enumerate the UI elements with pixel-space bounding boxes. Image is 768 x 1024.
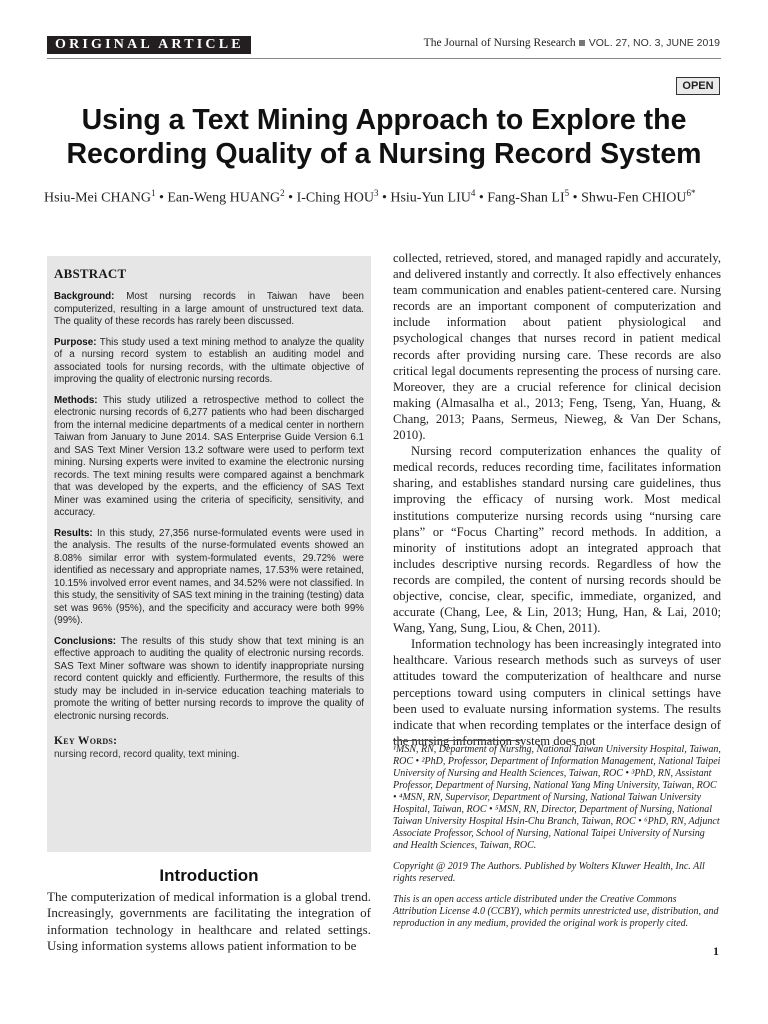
author-name: Shwu-Fen CHIOU [581,190,687,206]
body-paragraph: The computerization of medical information is a global trend. Increasingly, governments are facilitating the integration of information technology in healthcare and related settings. Using information systems allows patient information to be [47,889,371,953]
keywords-text: nursing record, record quality, text mining. [54,749,240,760]
section-label: Results: [54,527,93,539]
abstract-purpose [54,337,364,387]
abstract-heading: ABSTRACT [54,266,127,281]
copyright-note: Copyright @ 2019 The Authors. Published by Wolters Kluwer Health, Inc. All rights reserved. [393,861,705,884]
abstract-background [54,291,364,329]
body-paragraph: Nursing record computerization enhances the quality of medical records, reduces recording time, facilitates information sharing, and establishes standard nursing care guidelines, thus improving the efficacy of nursing work. Most medical institutions computerize nursing records using “nursing care plans” or “Focus Charting” record methods. In addition, a minority of institutions adopt an integrated approach that includes descriptive nursing records. Regardless of how the records are compiled, the content of nursing records should be objective, concise, clear, specific, immediate, organized, and accurate (Chang, Lee, & Lin, 2013; Hung, Han, & Lai, 2010; Wang, Yang, Sung, Liou, & Chen, 2011). [393,444,721,636]
section-text: The results of this study show that text mining is an effective approach to auditing the quality of electronic nursing records. SAS Text Miner software was shown to identify inappropriate nursing record content quickly and efficiently. Furthermore, the results of this study may be included in in-service education teaching materials to promote the writing of better nursing records to improve the quality of electronic nursing records. [54,635,365,722]
right-column-body [393,250,721,749]
article-title: Using a Text Mining Approach to Explore the Recording Quality of a Nursing Record System [66,104,702,170]
section-label: Conclusions: [54,635,117,647]
author-list: Hsiu-Mei CHANG$^1$ • Ean-Weng HUANG$^2$ • I-Ching HOU$^3$ • Hsiu-Yun LIU$^4$ • Fang-Shan $LI^5$ • Shwu-Fen $CHIOU^{6*}$ [44,188,696,206]
square-bullet-icon [579,40,585,46]
journal-header [424,37,720,49]
affiliations-note: ¹MSN, RN, Department of Nursing, National Taiwan University Hospital, Taiwan, ROC • ²PhD, Professor, Department of Information Management, National Taipei University of Nursing and Health Sciences, Taiwan, ROC • ³PhD, RN, Assistant Professor, Department of Nursing, National Yang Ming University, Taiwan, ROC • ⁴MSN, RN, Supervisor, Department of Nursing, National Taiwan University Hospital, Taiwan, ROC • ⁵MSN, RN, Director, Department of Nursing, National Taiwan University Hospital Hsin-Chu Branch, Taiwan, ROC • ⁶PhD, RN, Adjunct Associate Professor, School of Nursing, National Taipei University of Nursing and Health Sciences, Taiwan, ROC. [393,744,721,851]
journal-name: The Journal of Nursing Research [423,37,576,49]
section-label: Methods: [54,394,98,406]
section-label: Purpose: [54,336,97,348]
section-label: Background: [54,291,115,302]
journal-volume: VOL. 27, NO. 3, JUNE 2019 [588,37,720,49]
section-text: This study utilized a retrospective method to collect the electronic nursing records of 6,277 patients who had been discharged from the internal medicine departments of a medical center in northern Taiwan from January to June 2014. SAS Enterprise Guide Version 6.1 and SAS Text Miner Version 13.2 software were used to perform text mining. Nursing experts were invited to examine the electronic nursing records. The text mining results were compared against a benchmark that was developed by the experts, and the efficiency of SAS Text Miner was examined using the criteria of specificity, sensitivity, and accuracy. [54,394,365,518]
keywords-heading: Key Words: [54,735,118,747]
section-text: Most nursing records in Taiwan have been computerized, resulting in a large amount of unstructured text data. The quality of these records has rarely been discussed. [54,291,364,327]
body-paragraph: collected, retrieved, stored, and managed rapidly and accurately, and delivered instantly and correctly. It also effectively enhances team communication and enables patient-centered care. Nursing records are an important component of computerization and include information about patient physiological and psychological changes that nurses record in patient medical records after providing nursing care. These records are also critical legal documents representing the process of nursing care. Moreover, they are a crucial reference for clinical decision making (Almasalha et al., 2013; Feng, Tseng, Yan, Huang, & Chang, 2013; Paans, Sermeus, Nieweg, & Van Der Schans, 2010). [393,251,721,443]
introduction-heading: Introduction [159,866,259,885]
header-divider [47,58,721,59]
author-affiliation-mark: 5 [564,188,570,198]
author-name: Hsiu-Mei CHANG [44,190,151,206]
author-affiliation-mark: 3 [373,188,379,198]
abstract-results [54,528,364,628]
author-affiliation-mark: 6* [686,188,696,198]
author-affiliation-mark: 2 [280,188,285,198]
license-note: This is an open access article distributed under the Creative Commons Attribution License 4.0 (CCBY), which permits unrestricted use, distribution, and reproduction in any medium, provided the original work is properly cited. [393,894,719,929]
body-paragraph: Information technology has been increasingly integrated into healthcare. Various research methods such as surveys of user attitudes toward the computerization of healthcare and nurse perceptions toward using computers in clinical settings have been used to evaluate nursing information systems. The results indicate that when recording templates or the interface design of the nursing information system does not [393,637,721,748]
abstract-box [47,256,371,852]
footnote-divider [393,740,523,741]
author-name: I-Ching HOU [296,190,374,206]
author-affiliation-mark: 4 [470,188,476,198]
section-text: In this study, 27,356 nurse-formulated events were used in the analysis. The results of the nurse-formulated events showed an 8.08% similar error with system-formulated events, 29.72% were identified as necessary and appropriate names, 17.53% were retained, 10.15% involved error event names, and 34.52% were not classified. In this study, the sensitivity of SAS text mining in the training (testing) data set was 96% (95%), and the specificity and accuracy were both 99% (99%). [54,527,364,626]
article-type-label: ORIGINAL ARTICLE [47,36,251,54]
page-number: 1 [713,944,719,958]
footnotes [393,744,721,939]
abstract-conclusions [54,636,364,724]
abstract-methods [54,395,364,520]
open-access-badge: OPEN [676,77,720,95]
author-name: Ean-Weng HUANG [167,190,281,206]
author-name: Hsiu-Yun LIU [390,190,471,206]
section-text: This study used a text mining method to analyze the quality of a nursing record system to establish an auditing model and associated tools for nursing records, with the ultimate objective of improving the quality of electronic nursing records. [54,336,365,385]
author-affiliation-mark: 1 [150,188,156,198]
introduction-body [47,889,371,954]
author-name: Fang-Shan LI [487,190,565,206]
